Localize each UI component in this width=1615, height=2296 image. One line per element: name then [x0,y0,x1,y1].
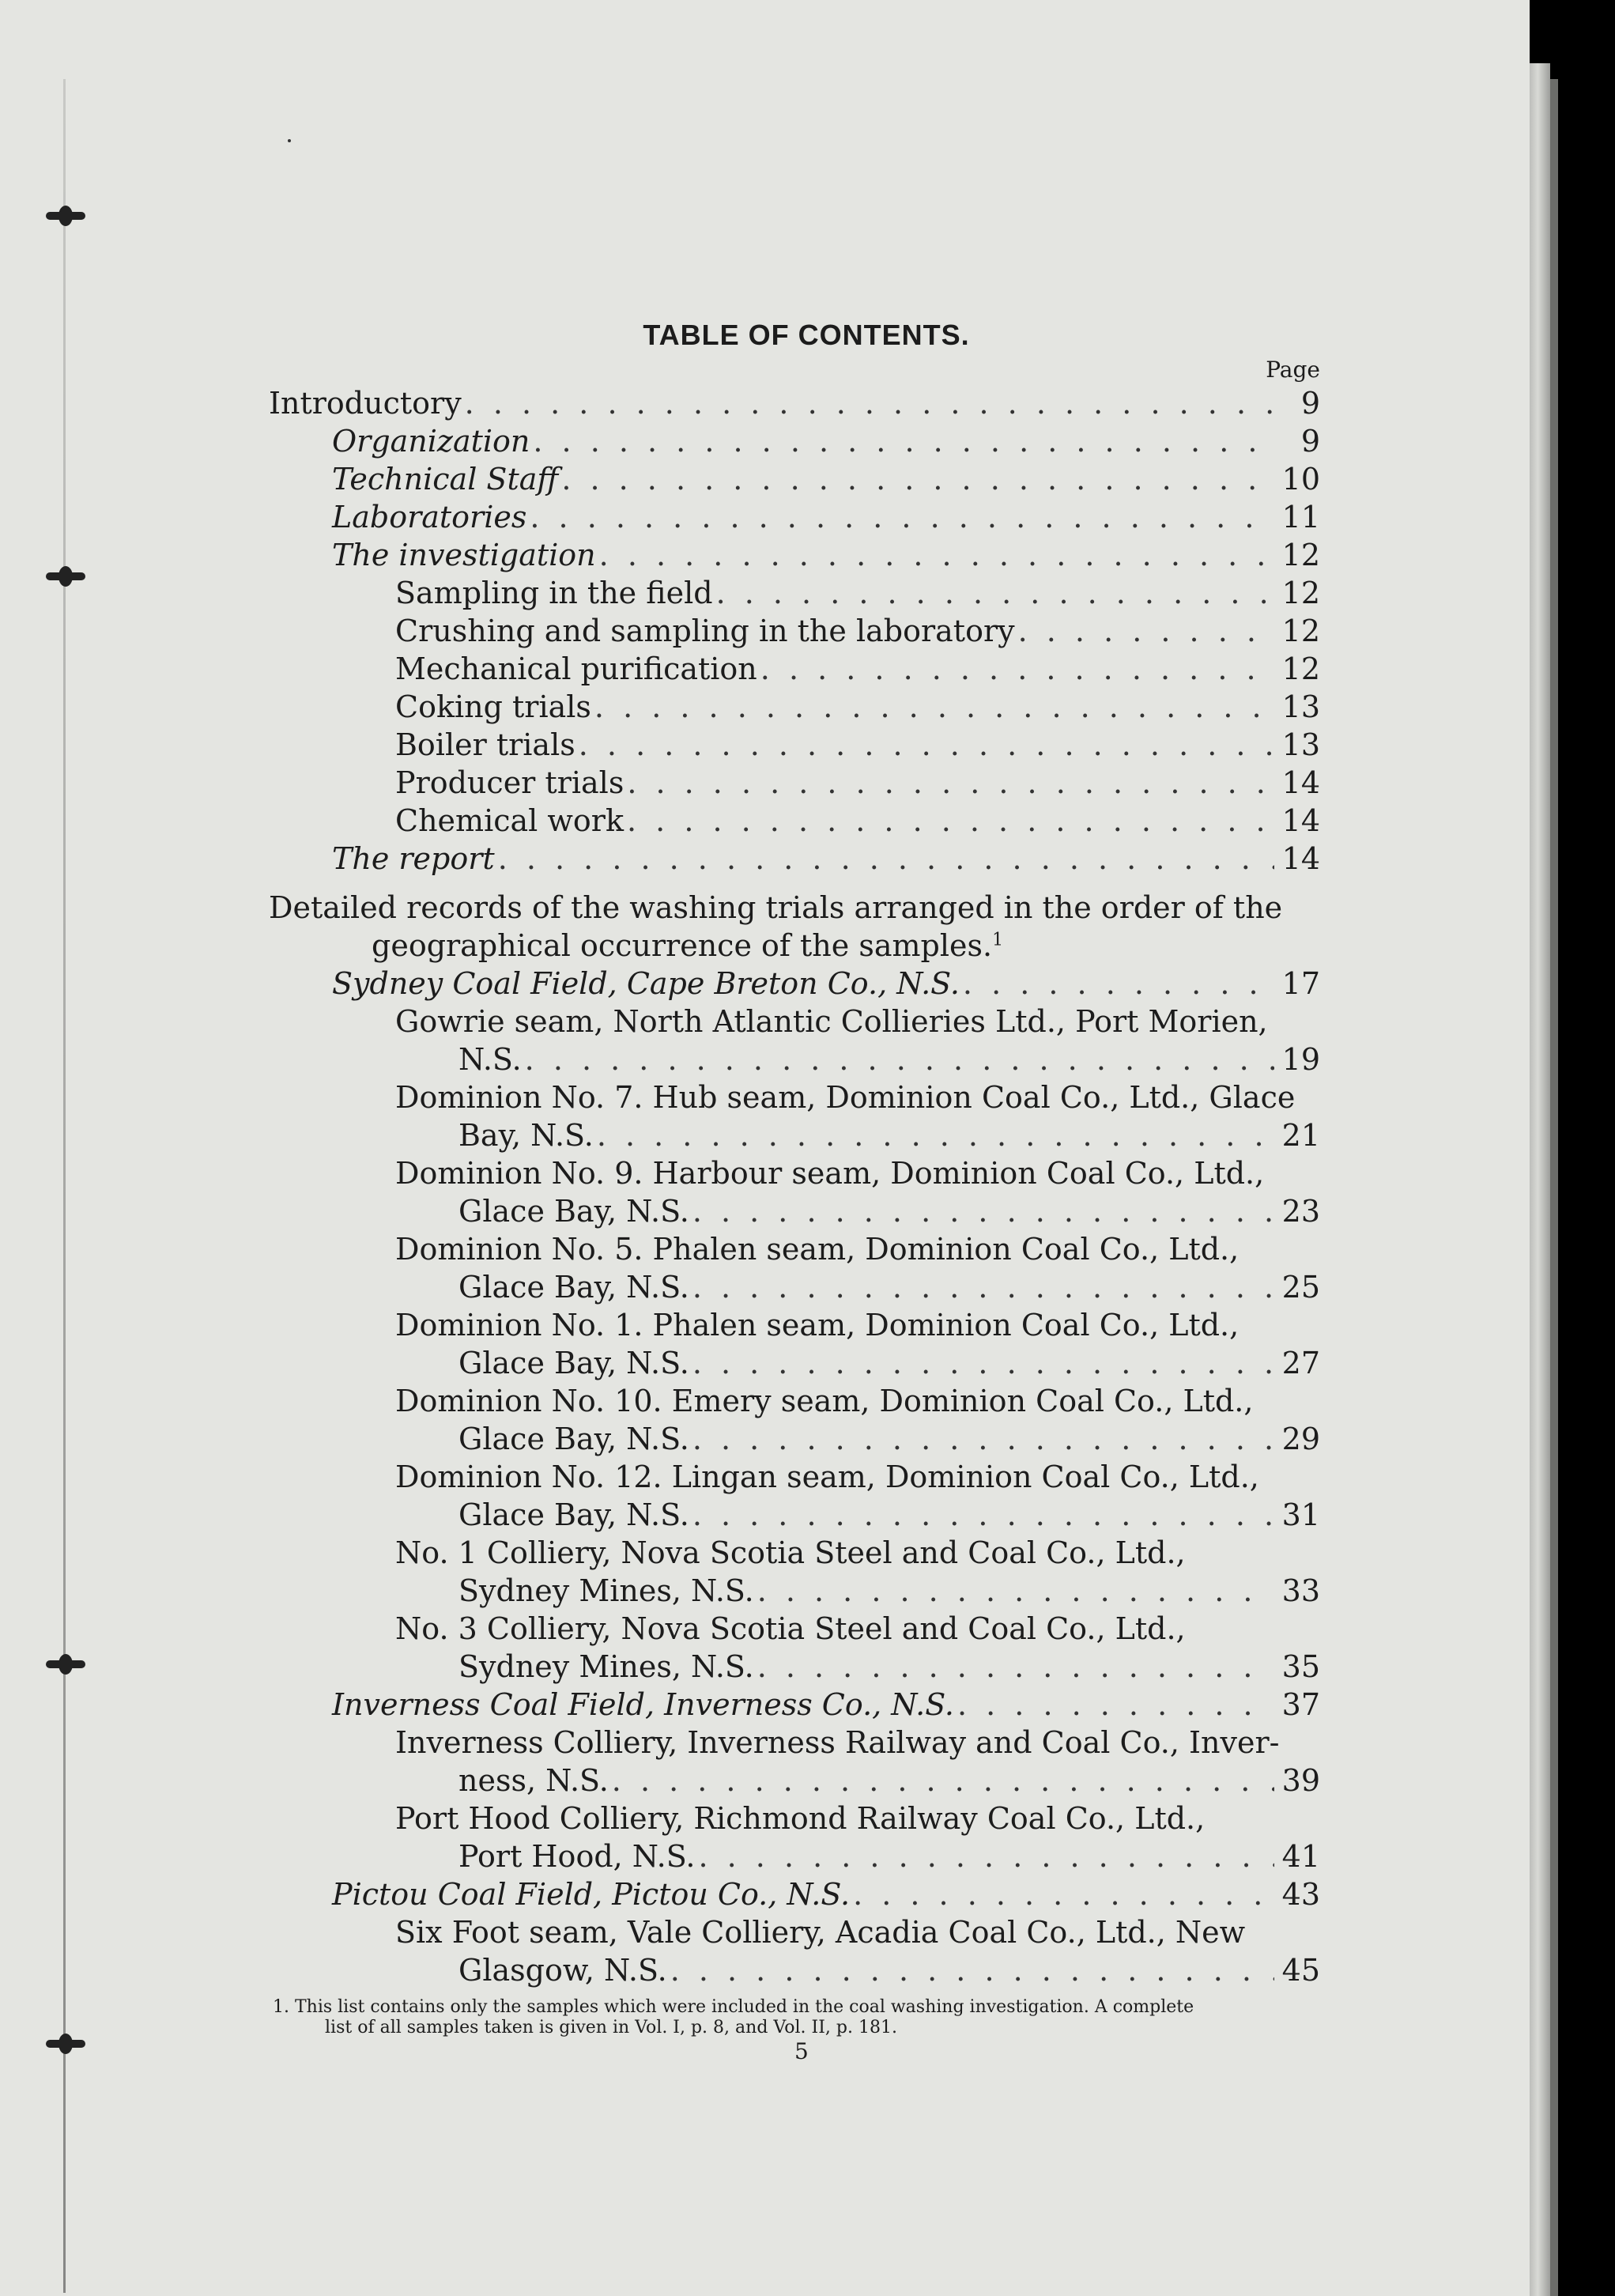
toc-entry-continuation [395,1496,1320,1534]
toc-entry-page: 9 [1300,424,1320,459]
dot-leader [692,1496,1274,1534]
toc-entry [269,1458,1320,1534]
toc-entry-title-cont: Bay, N.S. [458,1118,594,1153]
toc-entry [269,574,1320,612]
toc-entry-title: Dominion No. 7. Hub seam, Dominion Coal Co., Ltd., Glace [395,1080,1296,1115]
toc-entry [269,1382,1320,1458]
toc-entry [269,498,1320,536]
toc-entry-page: 45 [1281,1953,1320,1988]
binding-mark [46,1660,85,1668]
toc-entry-title: Inverness Coal Field, Inverness Co., N.S. [332,1687,954,1722]
toc-entry-continuation [395,1951,1320,1989]
toc-content [269,316,1320,1989]
footnote-line1: 1. This list contains only the samples which were included in the coal washing investigation. A complete [273,1997,1194,2017]
toc-entry [269,384,1320,422]
toc-entry-page: 25 [1281,1270,1320,1305]
toc-entry-page: 14 [1281,765,1320,800]
toc-entry-page: 12 [1281,538,1320,572]
toc-entry-page: 11 [1281,500,1320,534]
binding-mark [46,212,85,220]
dot-leader [597,1116,1274,1154]
dot-leader [627,764,1274,802]
toc-entry-page: 9 [1300,386,1320,421]
toc-entry [269,1003,1320,1078]
toc-entry-page: 12 [1281,614,1320,648]
detailed-records-heading [269,889,1320,965]
toc-entry-title: Sydney Coal Field, Cape Breton Co., N.S. [332,966,960,1001]
toc-entry-title: Dominion No. 5. Phalen seam, Dominion Coal Co., Ltd., [395,1232,1240,1267]
toc-entry [269,460,1320,498]
toc-entry [269,1724,1320,1799]
dot-leader [612,1762,1274,1799]
toc-entry [269,1686,1320,1724]
dot-leader [599,536,1274,574]
toc-entry [269,1154,1320,1230]
speck [288,139,291,142]
toc-entry [269,688,1320,726]
toc-entry-page: 39 [1281,1763,1320,1798]
toc-title: TABLE OF CONTENTS. [643,319,970,351]
toc-entry [269,1078,1320,1154]
toc-entry [269,840,1320,878]
toc-entry-continuation [395,1268,1320,1306]
dot-leader [692,1344,1274,1382]
toc-entry-title: Organization [332,424,530,459]
toc-entry [269,802,1320,840]
dot-leader [627,802,1274,840]
toc-entry-title: Introductory [269,386,462,421]
toc-entry-title: Coking trials [395,689,591,724]
toc-entry-title: Pictou Coal Field, Pictou Co., N.S. [332,1877,851,1912]
toc-entry-page: 23 [1281,1194,1320,1229]
toc-entry-title: Boiler trials [395,727,575,762]
toc-entry-page: 31 [1281,1497,1320,1532]
dot-leader [498,840,1274,878]
toc-entry-title: Laboratories [332,500,527,534]
toc-entry-page: 10 [1281,462,1320,497]
dot-leader [1018,612,1274,650]
dot-leader [698,1837,1274,1875]
toc-entry-page: 37 [1281,1687,1320,1722]
toc-entry [269,1534,1320,1610]
toc-entry-page: 12 [1281,576,1320,610]
dot-leader [716,574,1274,612]
dot-leader [525,1040,1274,1078]
toc-entry-title-cont: Sydney Mines, N.S. [458,1573,754,1608]
toc-entry-title: Sampling in the field [395,576,713,610]
toc-entry-continuation [395,1837,1320,1875]
toc-entry-page: 43 [1281,1877,1320,1912]
toc-entry-title: Dominion No. 9. Harbour seam, Dominion Coal Co., Ltd., [395,1156,1265,1191]
toc-entry [269,1610,1320,1686]
toc-entry [269,1799,1320,1875]
toc-entry-title: Technical Staff [332,462,559,497]
toc-entry-title-cont: Glace Bay, N.S. [458,1497,689,1532]
dot-leader [957,1686,1274,1724]
toc-entry-title: Chemical work [395,803,624,838]
dot-leader [594,688,1274,726]
footnote-marker: 1 [992,930,1004,950]
toc-entry-title-cont: Glasgow, N.S. [458,1953,667,1988]
toc-entry [269,650,1320,688]
dot-leader [579,726,1274,764]
toc-entry-title: Dominion No. 1. Phalen seam, Dominion Coal Co., Ltd., [395,1308,1240,1342]
dot-leader [533,422,1274,460]
toc-entry-title: Six Foot seam, Vale Colliery, Acadia Coal Co., Ltd., New [395,1915,1246,1950]
footnote-line2: list of all samples taken is given in Vol. I, p. 8, and Vol. II, p. 181. [325,2018,897,2037]
footnote [273,1997,1332,2038]
toc-entry-title: No. 1 Colliery, Nova Scotia Steel and Coal Co., Ltd., [395,1535,1186,1570]
toc-entry [269,536,1320,574]
detailed-heading-line2: geographical occurrence of the samples.$^1$ [372,928,1004,963]
toc-entry-title: Producer trials [395,765,624,800]
toc-entry [269,1875,1320,1913]
toc-entry-continuation [395,1762,1320,1799]
toc-entry-title-cont: Glace Bay, N.S. [458,1270,689,1305]
toc-entry-title-cont: N.S. [458,1042,522,1077]
dot-leader [530,498,1274,536]
toc-entry-page: 12 [1281,651,1320,686]
dot-leader [561,460,1274,498]
dot-leader [692,1420,1274,1458]
toc-entry-page: 13 [1281,727,1320,762]
toc-entry-title-cont: Port Hood, N.S. [458,1839,696,1874]
dot-leader [692,1192,1274,1230]
toc-entry-page: 33 [1281,1573,1320,1608]
binding-mark [46,572,85,580]
page-edge-shadow [1550,79,1558,2296]
toc-entry-title: The report [332,841,495,876]
dot-leader [465,384,1274,422]
toc-entry-title: Dominion No. 12. Lingan seam, Dominion Coal Co., Ltd., [395,1460,1259,1494]
toc-entry-page: 13 [1281,689,1320,724]
toc-entry-title: No. 3 Colliery, Nova Scotia Steel and Coal Co., Ltd., [395,1611,1186,1646]
toc-entry [269,764,1320,802]
toc-entry-page: 27 [1281,1346,1320,1380]
toc-entry-title: Mechanical purification [395,651,757,686]
toc-entry [269,1306,1320,1382]
toc-entry-page: 21 [1281,1118,1320,1153]
toc-entry-title-cont: Sydney Mines, N.S. [458,1649,754,1684]
toc-entries [269,384,1320,878]
binding-line [63,79,66,2293]
toc-entry-title: Dominion No. 10. Emery seam, Dominion Coal Co., Ltd., [395,1384,1254,1418]
dot-leader [670,1951,1274,1989]
toc-entry-page: 41 [1281,1839,1320,1874]
toc-entry-continuation [395,1572,1320,1610]
toc-entry-page: 14 [1281,841,1320,876]
toc-entry [269,1230,1320,1306]
page-number: 5 [794,2038,809,2064]
toc-entry-page: 29 [1281,1422,1320,1456]
dot-leader [760,650,1274,688]
toc-entry [269,726,1320,764]
toc-entry-page: 17 [1281,966,1320,1001]
toc-entry-page: 35 [1281,1649,1320,1684]
toc-entry [269,612,1320,650]
toc-entry-continuation [395,1420,1320,1458]
toc-entry-page: 19 [1281,1042,1320,1077]
toc-sections [269,965,1320,1989]
dot-leader [757,1648,1274,1686]
toc-entry-continuation [395,1344,1320,1382]
binding-mark [46,2040,85,2048]
toc-entry [269,965,1320,1003]
dot-leader [692,1268,1274,1306]
toc-entry-title: Gowrie seam, North Atlantic Collieries Ltd., Port Morien, [395,1004,1268,1039]
page-column-heading: Page [1266,357,1320,383]
dot-leader [963,965,1274,1003]
toc-entry-title: The investigation [332,538,596,572]
toc-entry-title-cont: ness, N.S. [458,1763,609,1798]
toc-entry-title-cont: Glace Bay, N.S. [458,1346,689,1380]
toc-entry-page: 14 [1281,803,1320,838]
toc-entry-title: Crushing and sampling in the laboratory [395,614,1015,648]
dot-leader [853,1875,1274,1913]
toc-entry-title-cont: Glace Bay, N.S. [458,1422,689,1456]
toc-entry-continuation [395,1040,1320,1078]
toc-entry-continuation [395,1648,1320,1686]
toc-entry-continuation [395,1116,1320,1154]
toc-entry-title: Port Hood Colliery, Richmond Railway Coal Co., Ltd., [395,1801,1206,1836]
toc-entry [269,1913,1320,1989]
toc-entry [269,422,1320,460]
detailed-heading-line1: Detailed records of the washing trials arranged in the order of the [269,890,1283,925]
toc-entry-title-cont: Glace Bay, N.S. [458,1194,689,1229]
toc-entry-continuation [395,1192,1320,1230]
page-edge [1530,63,1550,2296]
dot-leader [757,1572,1274,1610]
toc-entry-title: Inverness Colliery, Inverness Railway and Coal Co., Inver- [395,1725,1280,1760]
